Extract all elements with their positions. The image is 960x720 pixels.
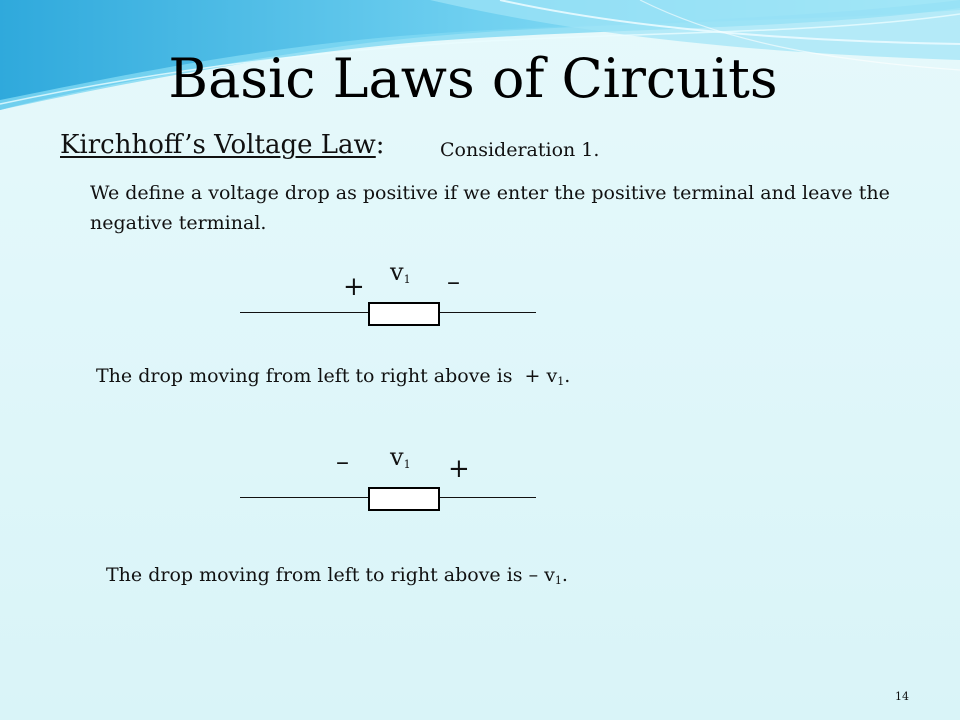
section-heading bbox=[60, 128, 385, 162]
slide-title: Basic Laws of Circuits bbox=[168, 47, 778, 110]
definition-text: We define a voltage drop as positive if we enter the positive terminal and leave the negative terminal. bbox=[90, 182, 890, 234]
voltage-label: $v_1$ bbox=[390, 443, 411, 471]
resistor-circuit-positive bbox=[230, 250, 550, 350]
wire-left bbox=[240, 497, 368, 498]
drop-statement-negative: The drop moving from left to right above is – $v_1$. bbox=[106, 564, 568, 587]
consideration-label: Consideration 1. bbox=[440, 139, 600, 161]
minus-sign: – bbox=[447, 267, 460, 297]
resistor-circuit-negative bbox=[230, 435, 550, 535]
drop-statement-positive: The drop moving from left to right above is + $v_1$. bbox=[96, 365, 571, 388]
wire-right bbox=[440, 312, 536, 313]
wire-left bbox=[240, 312, 368, 313]
voltage-label: $v_1$ bbox=[390, 258, 411, 286]
plus-sign: + bbox=[343, 272, 365, 302]
kvl-heading-link[interactable]: Kirchhoff’s Voltage Law bbox=[60, 130, 376, 160]
resistor-symbol bbox=[368, 487, 440, 511]
minus-sign: – bbox=[336, 447, 349, 477]
heading-colon: : bbox=[375, 130, 385, 160]
page-number: 14 bbox=[895, 690, 909, 703]
wire-right bbox=[440, 497, 536, 498]
resistor-symbol bbox=[368, 302, 440, 326]
plus-sign: + bbox=[448, 454, 470, 484]
